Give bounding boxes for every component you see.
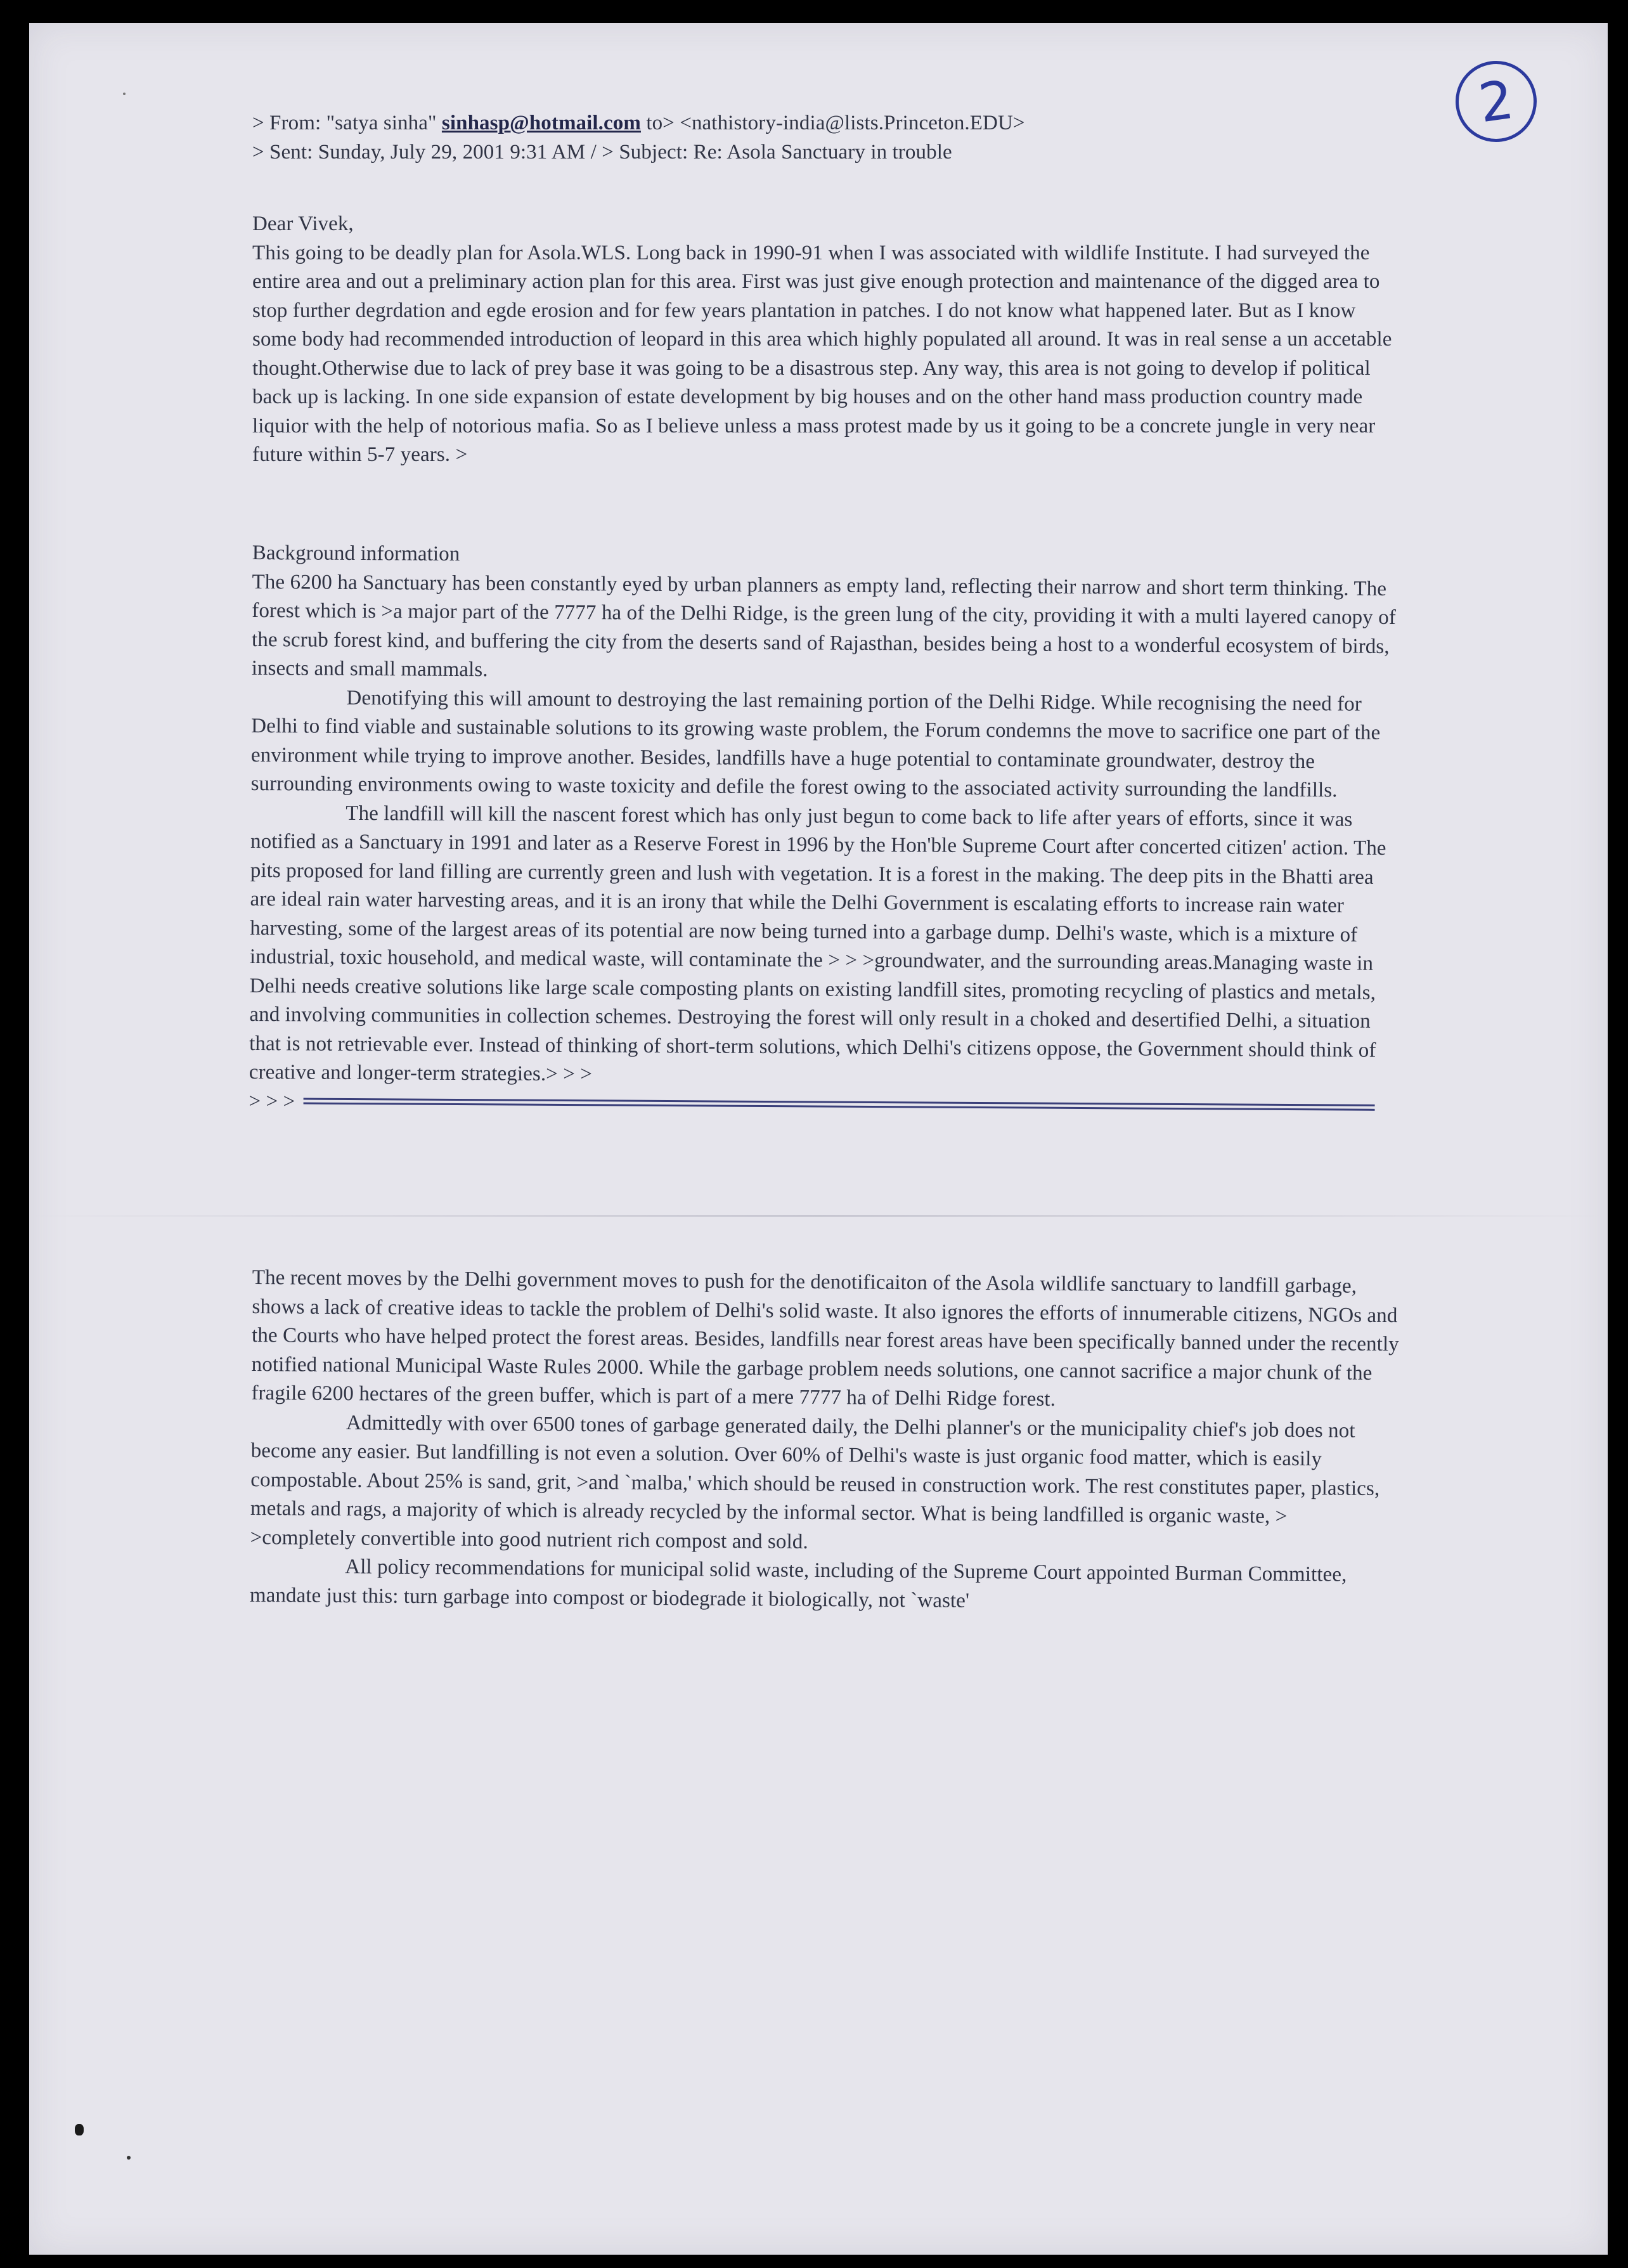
article-paragraph-1: The recent moves by the Delhi government moves to push for the denotificaiton of the Asola wildlife sanctuary to landfill garbage, shows a lack of creative ideas to tackle the problem of Delhi's solid waste. It also ignores the efforts of innumerable citizens, NGOs and the Courts who have helped protect the forest areas. Besides, landfills near forest areas have been specifically banned under the recently notified national Municipal Waste Rules 2000. While the garbage problem needs solutions, one cannot sacrifice a major chunk of the fragile 6200 hectares of the green buffer, which is part of a mere 7777 ha of Delhi Ridge forest.	[251, 1266, 1399, 1411]
sender-email-link[interactable]: sinhasp@hotmail.com	[441, 112, 641, 134]
handwritten-page-number: 2	[1450, 56, 1542, 148]
background-paragraph-1: The 6200 ha Sanctuary has been constantly eyed by urban planners as empty land, reflecting their narrow and short term thinking. The forest which is >a major part of the 7777 ha of the Delhi Ridge, is the green lung of the city, providing it with a multi layered canopy of the scrub forest kind, and buffering the city from the deserts sand of Rajasthan, besides being a host to a wonderful ecosystem of birds, insects and small mammals.	[251, 570, 1396, 682]
email-header	[252, 109, 1400, 167]
email-body	[252, 210, 1400, 470]
background-section	[249, 539, 1400, 1123]
from-line	[252, 109, 1400, 138]
article-section	[250, 1264, 1400, 1619]
to-address: to> <nathistory-india@lists.Princeton.EDU>	[640, 112, 1025, 134]
email-paragraph: This going to be deadly plan for Asola.WLS. Long back in 1990-91 when I was associated with wildlife Institute. I had surveyed the entire area and out a preliminary action plan for this area. First was just give enough protection and maintenance of the digged area to stop further degrdation and egde erosion and for few years plantation in patches. I do not know what happened later. But as I know some body had recommended introduction of leopard in this area which highly populated all around. It was in real sense a un accetable thought.Otherwise due to lack of prey base it was going to be a disastrous step. Any way, this area is not going to develop if political back up is lacking. In one side expansion of estate development by big houses and on the other hand mass production country made liquior with the help of notorious mafia. So as I believe unless a mass protest made by us it going to be a concrete jungle in very near future within 5-7 years. >	[252, 241, 1392, 466]
scan-speck	[75, 2124, 84, 2135]
section-heading: Background information	[252, 541, 460, 566]
background-paragraph-2: Denotifying this will amount to destroying the last remaining portion of the Delhi Ridge. While recognising the need for Delhi to find viable and sustainable solutions to its growing waste problem, the Forum condemns the move to sacrifice one part of the environment while trying to improve another. Besides, landfills have a huge potential to contaminate groundwater, destroy the surrounding environments owing to waste toxicity and defile the forest owing to the associated activity surrounding the landfills.	[250, 686, 1381, 802]
from-prefix: > From: "satya sinha"	[252, 112, 442, 134]
article-paragraph-3: All policy recommendations for municipal solid waste, including of the Supreme Court appointed Burman Committee, mandate just this: turn garbage into compost or biodegrade it biologically, not `waste'	[249, 1555, 1347, 1612]
scan-speck-small	[127, 2156, 131, 2160]
background-paragraph-3: The landfill will kill the nascent forest which has only just begun to come back to life after years of efforts, since it was notified as a Sanctuary in 1991 and later as a Reserve Forest in 1996 by the Hon'ble Supreme Court after concerted citizen' action. The pits proposed for land filling are currently green and lush with vegetation. It is a forest in the making. The deep pits in the Bhatti area are ideal rain water harvesting areas, and it is an irony that while the Delhi Government is escalating efforts to increase rain water harvesting, some of the largest areas of its potential are now being turned into a garbage dump. Delhi's waste, which is a mixture of industrial, toxic household, and medical waste, will contaminate the > > >groundwater, and the surrounding areas.Managing waste in Delhi needs creative solutions like large scale composting plants on existing landfill sites, promoting recycling of plastics and metals, and involving communities in collection schemes. Destroying the forest will only result in a choked and desertified Delhi, a situation that is not retrievable ever. Instead of thinking of short-term solutions, which Delhi's citizens oppose, the Government should think of creative and longer-term strategies.> > >	[249, 801, 1386, 1086]
sent-subject-line: > Sent: Sunday, July 29, 2001 9:31 AM / > Subject: Re: Asola Sanctuary in trouble	[252, 140, 952, 164]
paper-fold-line	[29, 1215, 1608, 1217]
double-rule	[304, 1098, 1375, 1110]
greeting: Dear Vivek,	[252, 212, 354, 235]
separator-prefix: > > >	[249, 1089, 295, 1113]
article-paragraph-2: Admittedly with over 6500 tones of garbage generated daily, the Delhi planner's or the municipality chief's job does not become any easier. But landfilling is not even a solution. Over 60% of Delhi's waste is just organic food matter, which is easily compostable. About 25% is sand, grit, >and `malba,' which should be reused in construction work. The rest constitutes paper, plastics, metals and rags, a majority of which is already recycled by the informal sector. What is being landfilled is organic waste, > >completely convertible into good nutrient rich compost and sold.	[250, 1411, 1380, 1553]
paper-mark	[123, 93, 126, 95]
